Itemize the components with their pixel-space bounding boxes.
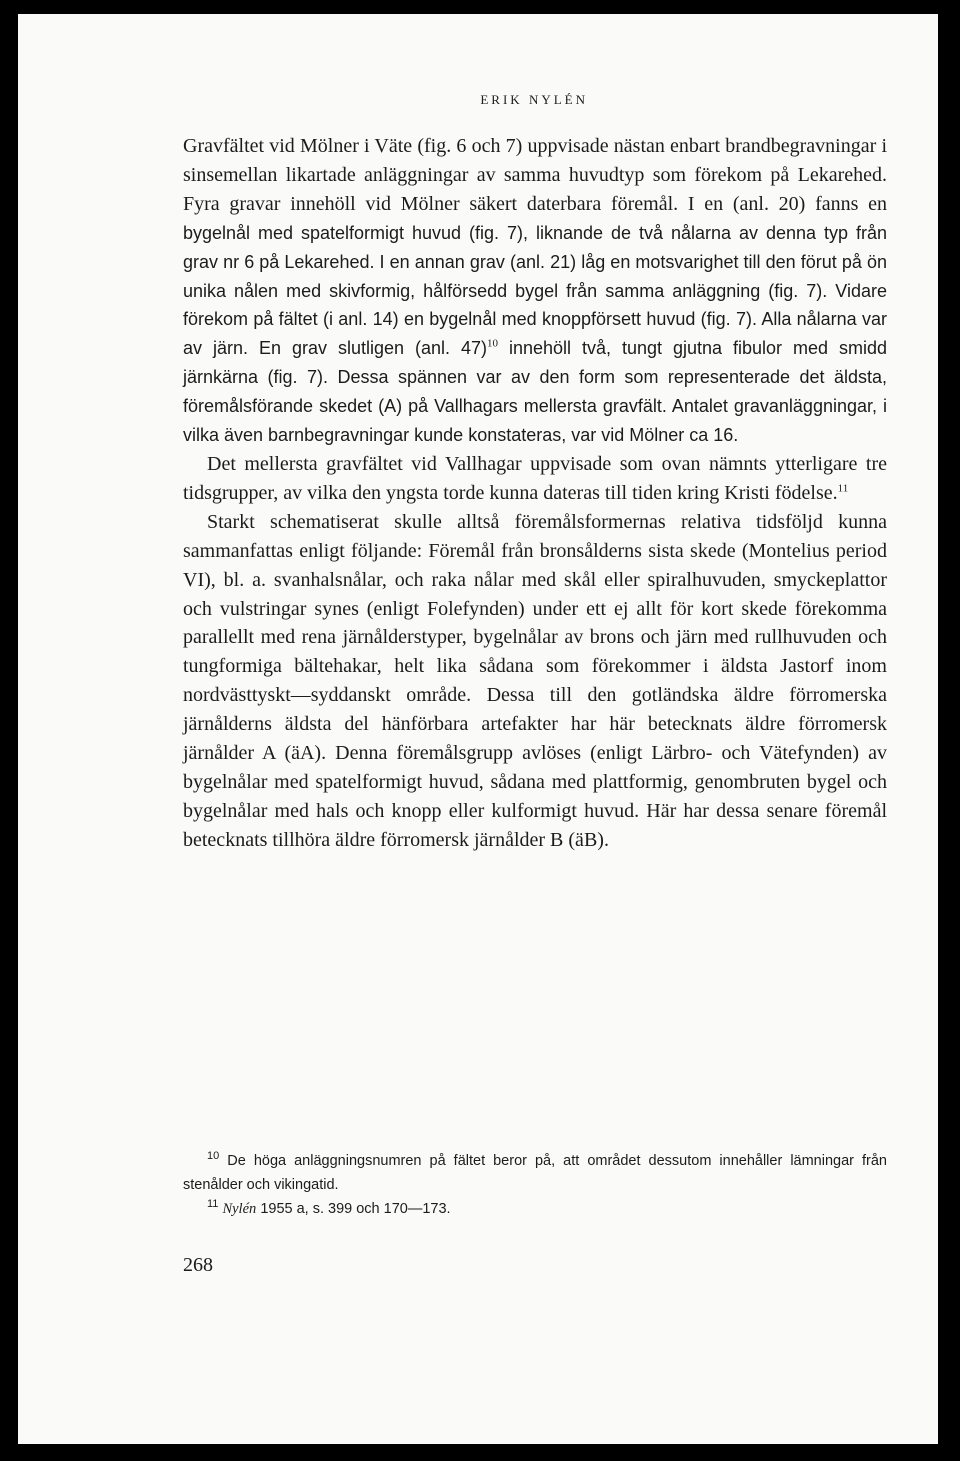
paragraph-1-part-1: Gravfältet vid Mölner i Väte (fig. 6 och 7) uppvisade nästan enbart brandbegravningar i sinsemellan likartade anläggningar av samma huvudtyp som förekom på Lekarehed. Fyra gravar innehöll vid Mölner säkert daterbara föremål. I en (anl. 20) fanns en: [183, 135, 887, 215]
footnote-author: Nylén: [222, 1201, 257, 1217]
footnote-11: [183, 1197, 887, 1221]
page: [18, 14, 938, 1444]
footnote-text: De höga anläggningsnumren på fältet beror på, att området dessutom innehåller lämningar från stenålder och vikingatid.: [183, 1153, 887, 1193]
paragraph-2: [183, 450, 887, 508]
paragraph-1-part-2: bygelnål med spatelformigt huvud (fig. 7), liknande de två nålarna av denna typ från grav nr 6 på Lekarehed. I en annan grav (anl. 21) låg en motsvarighet till den förut på ön unika nålen med skivformig, hålförsedd bygel från samma anläggning (fig. 7). Vidare förekom på fältet (i anl. 14) en bygelnål med knoppförsett huvud (fig. 7). Alla nålarna var av järn. En grav slutligen (anl. 47): [183, 222, 887, 359]
footnote-10: [183, 1149, 887, 1197]
footnote-number: 10: [207, 1150, 220, 1163]
paragraph-1-part-3: innehöll två, tungt gjutna fibulor med smidd järnkärna (fig. 7). Dessa spännen var av den form som representerade det äldsta, föremålsförande skedet (A) på Vallhagars mellersta gravfält. Antalet gravanläggningar, i vilka även barnbegravningar kunde konstateras, var vid Mölner ca 16.: [183, 338, 888, 446]
footnote-text: 1955 a, s. 399 och 170—173.: [260, 1201, 451, 1217]
page-number: 268: [183, 1254, 213, 1276]
paragraph-3: Starkt schematiserat skulle alltså föremålsformernas relativa tidsföljd kunna sammanfattas enligt följande: Föremål från bronsålderns sista skede (Montelius period VI), bl. a. svanhalsnålar, och raka nålar med skål eller spiralhuvuden, smyckeplattor och vulstringar synes (enligt Folefynden) under ett ej allt för kort skede förekomma parallellt med rena järnålderstyper, bygelnålar av brons och järn med rullhuvuden och tungformiga bältehakar, helt lika sådana som förekommer i äldsta Jastorf inom nordvästtyskt—syddanskt område. Dessa till den gotländska äldre förromerska järnålderns äldsta del hänförbara artefakter har här betecknats äldre förromersk järnålder A (äA). Denna föremålsgrupp avlöses (enligt Lärbro- och Vätefynden) av bygelnålar med spatelformigt huvud, sådana med plattformig, genombruten bygel och bygelnålar med hals och knopp eller kulformigt huvud. Här har dessa senare föremål betecknats tillhöra äldre förromersk järnålder B (äB).: [183, 510, 887, 851]
footnote-number: 11: [207, 1198, 219, 1211]
footnote-ref-11[interactable]: 11: [837, 482, 849, 495]
paragraph-2-text: Det mellersta gravfältet vid Vallhagar uppvisade som ovan nämnts ytterligare tre tidsgrupper, av vilka den yngsta torde kunna dateras till tiden kring Kristi födelse.: [183, 452, 887, 504]
running-header: ERIK NYLÉN: [480, 92, 588, 107]
footnotes: [183, 1149, 887, 1221]
paragraph-1: [183, 132, 887, 450]
body-text: [183, 132, 887, 855]
footnote-ref-10[interactable]: 10: [486, 337, 498, 350]
